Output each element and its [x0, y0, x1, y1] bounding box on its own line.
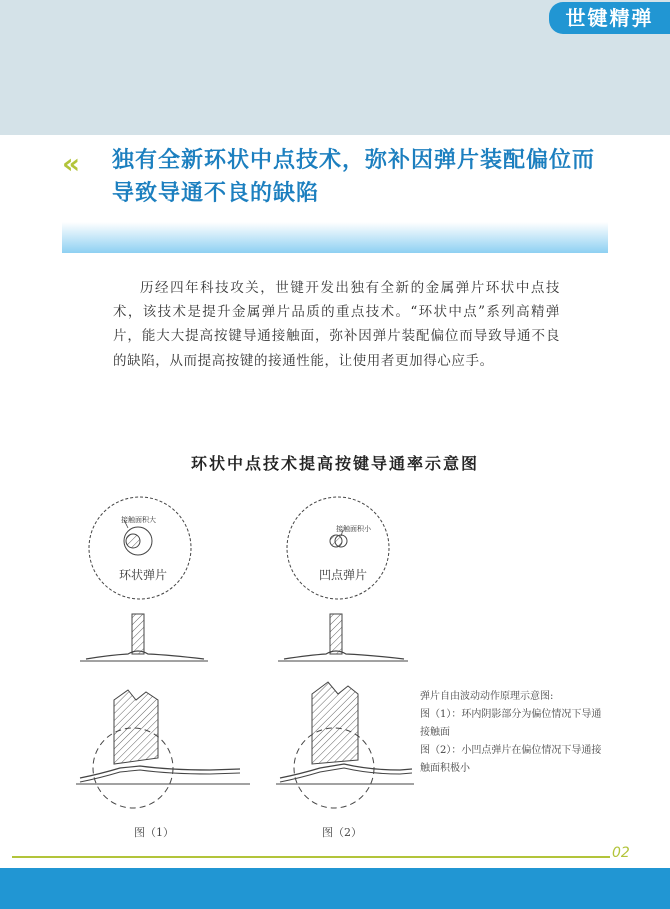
dimple-dome-note: 接触面积小 [336, 525, 371, 533]
ring-dome-section-view [80, 614, 208, 661]
caption-figure-2: 图（2） [322, 826, 362, 839]
figure-1-detail [76, 690, 250, 808]
headline-line-2: 导致导通不良的缺陷 [112, 181, 320, 206]
note-line-1: 弹片自由波动动作原理示意图: [420, 691, 554, 702]
dimple-dome-top-view [287, 497, 389, 599]
diagram-title: 环状中点技术提高按键导通率示意图 [190, 454, 479, 473]
note-line-2: 图（1）：环内阴影部分为偏位情况下导通接触面 [420, 709, 602, 738]
caption-figure-1: 图（1） [134, 826, 174, 839]
dimple-dome-label: 凹点弹片 [319, 568, 368, 582]
ring-dome-top-view [89, 497, 191, 599]
note-line-3: 图（2）：小凹点弹片在偏位情况下导通接触面积极小 [420, 745, 602, 774]
principle-note [420, 688, 610, 778]
page-number: 02 [612, 845, 630, 861]
brand-tab: 世键精弹 [549, 2, 670, 34]
chevron-icon: « [62, 147, 81, 180]
headline-line-1: 独有全新环状中点技术，弥补因弹片装配偏位而 [112, 148, 596, 173]
footer-divider [12, 856, 610, 858]
figure-2-detail [276, 682, 414, 808]
dimple-dome-section-view [278, 614, 408, 661]
body-paragraph: 历经四年科技攻关，世键开发出独有全新的金属弹片环状中点技术，该技术是提升金属弹片品质的重点技术。“环状中点”系列高精弹片，能大大提高按键导通接触面，弥补因弹片装配偏位而导致导通不良的缺陷，从而提高按键的接通性能，让使用者更加得心应手。 [113, 280, 560, 369]
ring-dome-label: 环状弹片 [119, 568, 168, 582]
footer-band [0, 868, 670, 909]
ring-dome-note: 接触面积大 [121, 516, 156, 524]
